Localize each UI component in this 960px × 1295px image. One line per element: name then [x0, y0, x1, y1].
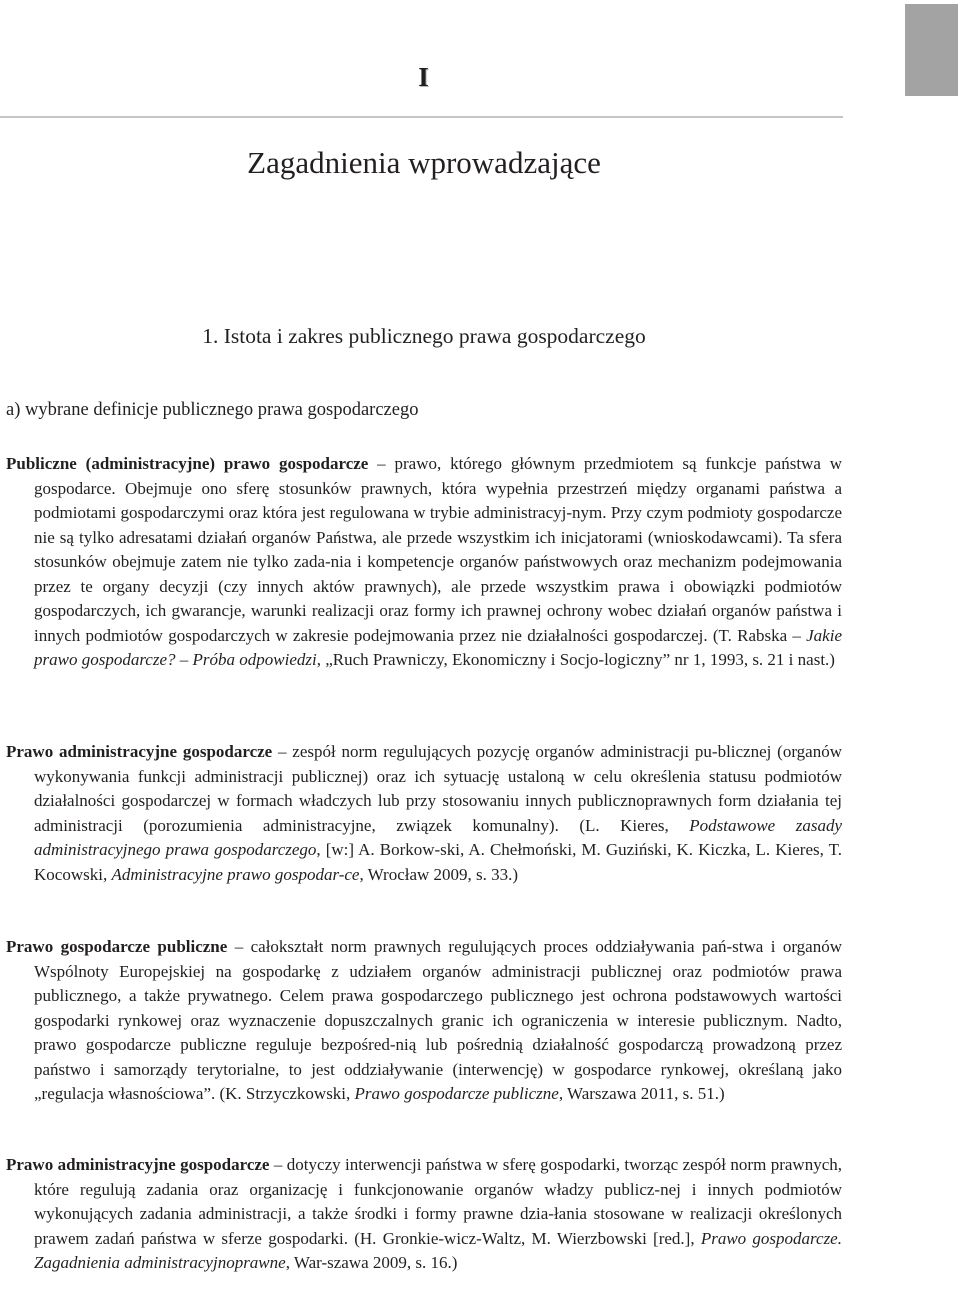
chapter-thumb-tab	[905, 4, 958, 96]
definition-text: – dotyczy interwencji państwa w sferę gospodarki, tworząc zespół norm prawnych, które regulują zadania oraz organizację i funkcjonowanie organów władzy publicz-nej i innych podmiotów wykonujących zadania administracji, a także środki i formy prawne dzia-łania stosowane w realizacji określonych prawem zadań państwa w sferze gospodarki. (H. Gronkie-wicz-Waltz, M. Wierzbowski [red.],	[34, 1155, 842, 1248]
definition-term: Prawo administracyjne gospodarcze	[6, 1155, 270, 1174]
chapter-title: Zagadnienia wprowadzające	[247, 145, 601, 180]
definition-term: Prawo administracyjne gospodarcze	[6, 742, 273, 761]
definition-entry-1	[6, 452, 842, 673]
header-rule	[0, 116, 843, 118]
definition-term: Publiczne (administracyjne) prawo gospodarcze	[6, 454, 369, 473]
definition-text: , War-szawa 2009, s. 16.)	[285, 1253, 458, 1272]
citation-title: Podstawowe zasady administracyjnego prawa gospodarczego	[34, 815, 842, 859]
citation-title: Jakie prawo gospodarcze? – Próba odpowiedzi	[34, 625, 842, 669]
definition-term: Prawo gospodarcze publiczne	[6, 937, 228, 956]
definition-entry-4	[6, 1153, 842, 1276]
definition-text: – prawo, którego głównym przedmiotem są funkcje państwa w gospodarce. Obejmuje ono sferę stosunków prawnych, która wypełnia przestrzeń między organami państwa a podmiotami gospodarczymi oraz która jest regulowana w trybie administracyj-nym. Przy czym podmioty gospodarcze nie są tylko adresatami działań organów Państwa, ale przede wszystkim ich inicjatorami (wnioskodawcami). Ta sfera stosunków obejmuje zatem nie tylko zada-nia i kompetencje organów państwowych oraz mechanizm podejmowania przez te organy decyzji (czy innych aktów prawnych), ale przede wszystkim prawa i obowiązki podmiotów gospodarczych, ich gwarancje, warunki realizacji oraz formy ich prawnej ochrony wobec działań organów państwa i innych podmiotów gospodarczych w zakresie podejmowania przez nie działalności gospodarczej. (T. Rabska –	[34, 454, 842, 645]
definition-text: , Wrocław 2009, s. 33.)	[359, 864, 519, 884]
definition-text: – zespół norm regulujących pozycję organów administracji pu-blicznej (organów wykonywania funkcji administracji publicznej) oraz ich sytuację ustaloną w celu określenia statusu podmiotów działalności gospodarczej w formach władczych lub przy stosowaniu innych publicznoprawnych form działania tej administracji (porozumienia administracyjne, związek komunalny). (L. Kieres,	[34, 742, 842, 835]
definition-entry-3	[6, 935, 842, 1107]
definition-text: – całokształt norm prawnych regulujących proces oddziaływania pań-stwa i organów Wspólnoty Europejskiej na gospodarkę z udziałem organów administracji publicznej oraz podmiotów prawa publicznego, a także prywatnego. Celem prawa gospodarczego publicznego jest ochrona podstawowych wartości gospodarki rynkowej oraz wyznaczenie dopuszczalnych granic ich ograniczenia w interesie publicznym. Nadto, prawo gospodarcze publiczne reguluje bezpośred-nią lub pośrednią działalność gospodarczą prowadzoną przez państwo i samorządy terytorialne, to jest oddziaływanie (interwencję) w gospodarce rynkowej, określaną jako „regulacja własnościowa”. (K. Strzyczkowski,	[34, 937, 842, 1103]
definition-entry-2	[6, 740, 842, 887]
definition-text: , Warszawa 2011, s. 51.)	[558, 1084, 725, 1103]
citation-title: Administracyjne prawo gospodar-ce	[111, 864, 360, 884]
chapter-number: I	[418, 62, 430, 92]
definition-text: , „Ruch Prawniczy, Ekonomiczny i Socjo-logiczny” nr 1, 1993, s. 21 i nast.)	[316, 650, 835, 669]
subsection-heading: a) wybrane definicje publicznego prawa gospodarczego	[6, 400, 419, 420]
section-heading: 1. Istota i zakres publicznego prawa gospodarczego	[202, 324, 646, 348]
citation-title: Prawo gospodarcze. Zagadnienia administracyjnoprawne	[34, 1228, 842, 1272]
definition-text: , [w:] A. Borkow-ski, A. Chełmoński, M. Guziński, K. Kiczka, L. Kieres, T. Kocowski,	[34, 840, 842, 884]
citation-title: Prawo gospodarcze publiczne	[354, 1084, 559, 1103]
